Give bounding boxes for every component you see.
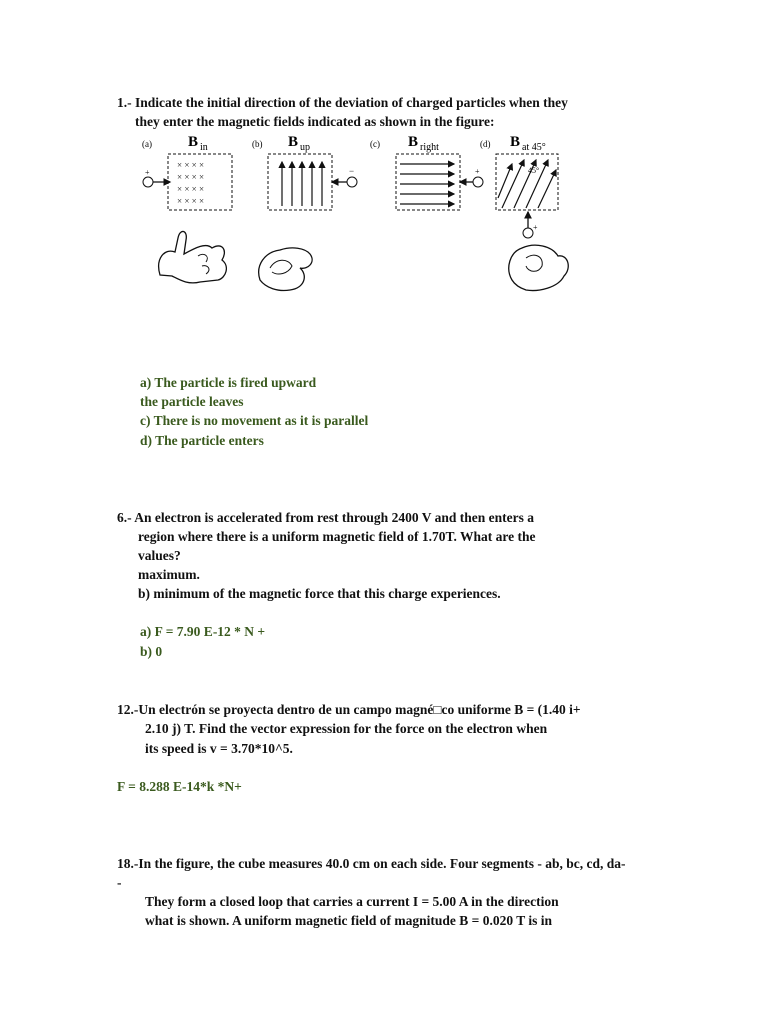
q6-line-2: region where there is a uniform magnetic field of 1.70T. What are the [138, 529, 536, 544]
panel-d-b: B [510, 134, 521, 150]
panel-a-b: B [188, 134, 199, 150]
q18-line-4: what is shown. A uniform magnetic field of magnitude B = 0.020 T is in [145, 913, 552, 928]
q12-answer: F = 8.288 E-14*k *N+ [117, 779, 242, 794]
q12-line-1: 12.-Un electrón se proyecta dentro de un campo magné□co uniforme B = (1.40 i+ [117, 702, 581, 717]
q6-line-4: maximum. [138, 567, 200, 582]
svg-text:× × × ×: × × × × [177, 160, 205, 170]
q12-line-2: 2.10 j) T. Find the vector expression for the force on the electron when [145, 721, 548, 736]
q1-answer-c: c) There is no movement as it is parallel [140, 413, 369, 428]
panel-d-angle: 45° [528, 166, 540, 175]
svg-text:× × × ×: × × × × [177, 184, 205, 194]
q1-figure [140, 130, 580, 315]
panel-c-tag: (c) [370, 139, 380, 149]
svg-text:× × × ×: × × × × [177, 196, 205, 206]
panel-b [252, 134, 357, 291]
panel-a-charge: + [145, 168, 150, 177]
panel-d-sub: at 45° [522, 142, 546, 153]
panel-a [142, 134, 232, 283]
panel-d-field-arrows [498, 160, 556, 208]
panel-a-crosses [177, 160, 204, 206]
panel-b-hand-sketch [259, 248, 312, 291]
panel-c-b: B [408, 134, 419, 150]
panel-b-tag: (b) [252, 139, 263, 149]
panel-b-field-arrows [282, 162, 322, 206]
panel-c-particle [473, 177, 483, 187]
q18-line-2: - [117, 875, 122, 890]
panel-d-charge: + [533, 223, 538, 232]
panel-a-tag: (a) [142, 139, 152, 149]
panel-b-sub: up [300, 142, 310, 153]
q1-answer-d: d) The particle enters [140, 433, 264, 448]
q1-answer-a: a) The particle is fired upward [140, 375, 317, 390]
panel-d-tag: (d) [480, 139, 491, 149]
panel-b-particle [347, 177, 357, 187]
q6-answer-b: b) 0 [140, 644, 163, 659]
q18-line-1: 18.-In the figure, the cube measures 40.0 cm on each side. Four segments - ab, bc, cd, da- [117, 856, 626, 871]
panel-c-field-arrows [400, 164, 454, 204]
panel-c-sub: right [420, 142, 439, 153]
panel-c [370, 134, 483, 210]
q1-line-2: they enter the magnetic fields indicated as shown in the figure: [135, 114, 495, 129]
panel-a-hand-sketch [159, 231, 227, 282]
panel-d [480, 134, 568, 290]
q1-line-1: 1.- Indicate the initial direction of the deviation of charged particles when they [117, 95, 568, 110]
q6-answer-a: a) F = 7.90 E-12 * N + [140, 624, 266, 639]
panel-d-hand-sketch [509, 245, 568, 290]
q6-line-3: values? [138, 548, 181, 563]
panel-d-particle [523, 228, 533, 238]
panel-a-particle [143, 177, 153, 187]
panel-a-sub: in [200, 142, 208, 153]
q18-line-3: They form a closed loop that carries a current I = 5.00 A in the direction [145, 894, 559, 909]
q6-line-1: 6.- An electron is accelerated from rest through 2400 V and then enters a [117, 510, 534, 525]
panel-b-charge: − [349, 166, 355, 176]
svg-text:× × × ×: × × × × [177, 172, 205, 182]
q1-answer-b: the particle leaves [140, 394, 244, 409]
panel-b-b: B [288, 134, 299, 150]
q6-line-5: b) minimum of the magnetic force that this charge experiences. [138, 586, 501, 601]
panel-c-field-box [396, 154, 460, 210]
panel-c-charge: + [475, 167, 480, 176]
q12-line-3: its speed is v = 3.70*10^5. [145, 741, 293, 756]
